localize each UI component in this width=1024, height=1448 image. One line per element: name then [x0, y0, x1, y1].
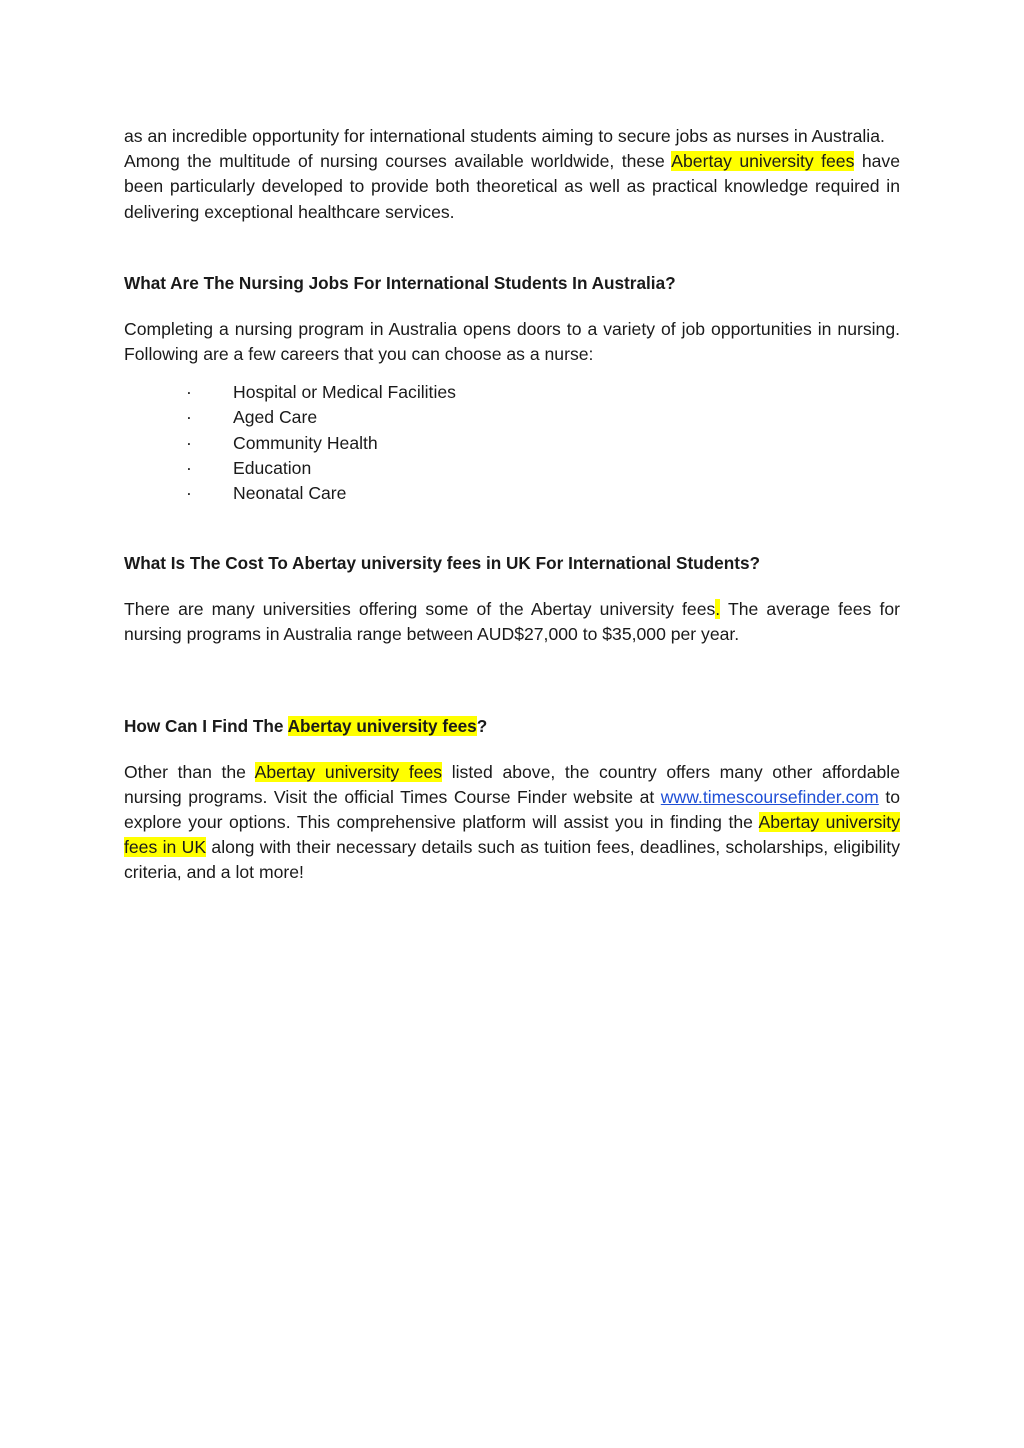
list-item-label: Neonatal Care — [233, 482, 347, 503]
list-item — [124, 481, 900, 506]
bullet-icon: · — [186, 382, 192, 403]
intro-paragraph-2 — [124, 149, 900, 225]
bullet-icon: · — [186, 407, 192, 428]
find-text-1: listed above, the country offers many other affordable nursing programs. Visit the official Times Course Finder website at — [124, 761, 900, 807]
timescoursefinder-link[interactable]: www.timescoursefinder.com — [660, 786, 879, 807]
section-heading-nursing-jobs: What Are The Nursing Jobs For International Students In Australia? — [124, 272, 676, 293]
bullet-icon: · — [186, 482, 192, 503]
section-paragraph-cost — [124, 597, 900, 647]
find-text-0: Other than the — [124, 761, 255, 782]
section-heading-find-fees — [124, 714, 900, 739]
cost-text-after: The average fees for nursing programs in Australia range between AUD$27,000 to $35,000 per year. — [124, 599, 901, 645]
section-paragraph-nursing-jobs: Completing a nursing program in Australia opens doors to a variety of job opportunities in nursing. Following are a few careers that you can choose as a nurse: — [124, 318, 900, 365]
list-item — [124, 431, 900, 456]
section-heading-cost: What Is The Cost To Abertay university fees in UK For International Students? — [124, 553, 761, 574]
list-item-label: Community Health — [233, 432, 378, 453]
section-paragraph-find-fees — [124, 760, 900, 886]
list-item — [124, 380, 900, 405]
document-page — [124, 124, 900, 886]
keyword-highlight: Abertay university fees in UK — [124, 811, 900, 858]
bullet-icon: · — [186, 457, 192, 478]
list-item — [124, 405, 900, 430]
intro-text-after: have been particularly developed to provide both theoretical as well as practical knowledge required in delivering exceptional healthcare services. — [124, 151, 900, 222]
careers-list — [124, 380, 900, 506]
keyword-highlight: Abertay university fees — [287, 715, 477, 736]
list-item-label: Education — [233, 457, 312, 478]
intro-paragraph-1: as an incredible opportunity for international students aiming to secure jobs as nurses in Australia. — [124, 126, 885, 146]
heading-text-before: How Can I Find The — [124, 715, 288, 736]
list-item-label: Aged Care — [233, 407, 318, 428]
keyword-highlight: Abertay university fees — [254, 761, 443, 782]
bullet-icon: · — [186, 432, 192, 453]
cost-text-before: There are many universities offering some of the Abertay university fees — [124, 599, 716, 620]
intro-text-before: Among the multitude of nursing courses available worldwide, these — [124, 151, 672, 172]
find-text-2: to explore your options. This comprehensive platform will assist you in finding the — [124, 786, 901, 832]
list-item-label: Hospital or Medical Facilities — [233, 382, 456, 403]
list-item — [124, 456, 900, 481]
keyword-highlight: . — [715, 599, 721, 620]
find-text-3: along with their necessary details such as tuition fees, deadlines, scholarships, eligibility criteria, and a lot more! — [124, 837, 900, 883]
heading-text-after: ? — [476, 715, 488, 736]
keyword-highlight: Abertay university fees — [671, 151, 855, 172]
